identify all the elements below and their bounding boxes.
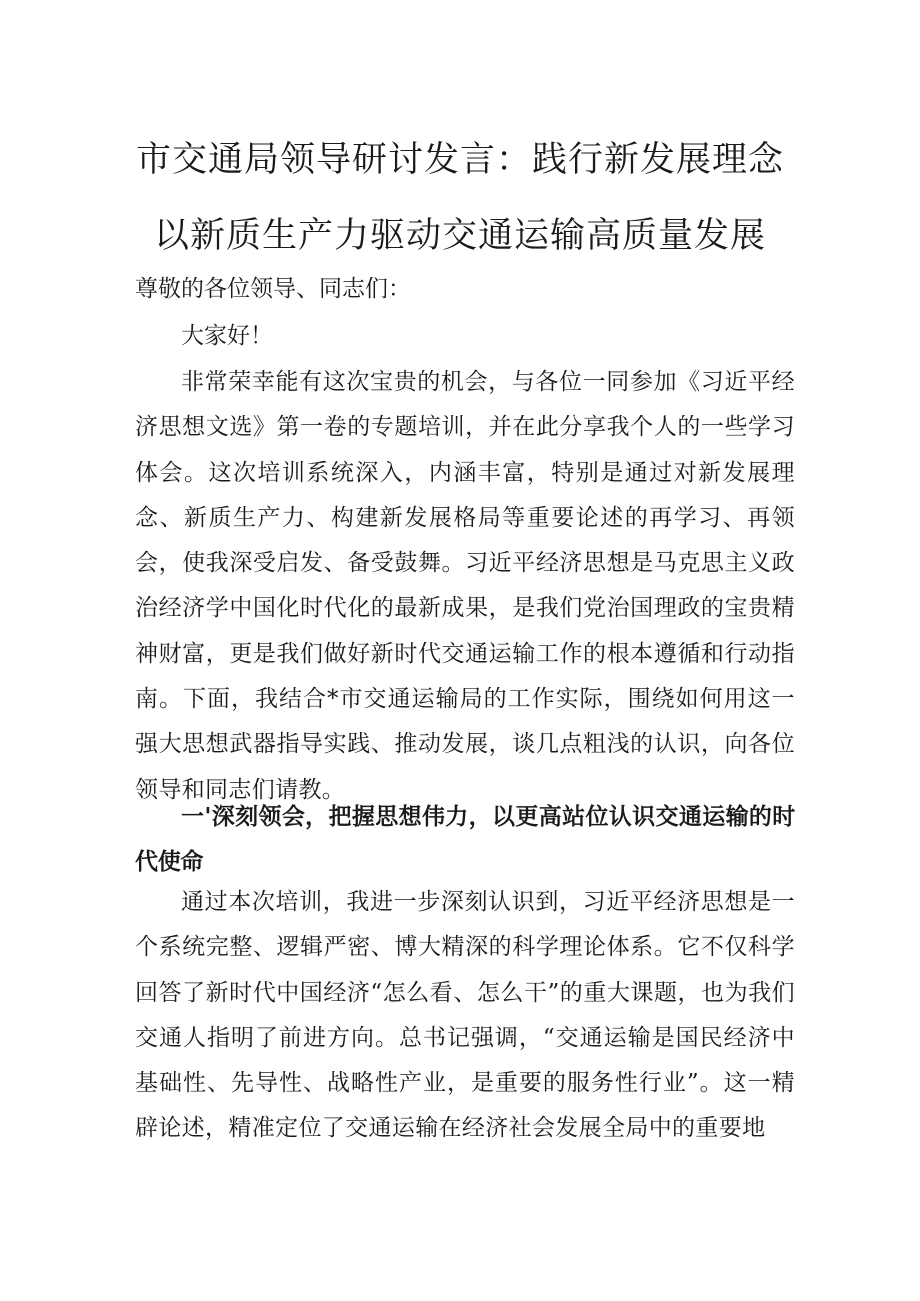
salutation: 尊敬的各位领导、同志们： — [135, 276, 411, 302]
opening-paragraph: 非常荣幸能有这次宝贵的机会，与各位一同参加《习近平经济思想文选》第一卷的专题培训，并在此分享我个人的一些学习体会。这次培训系统深入，内涵丰富，特别是通过对新发展理念、新质生产力、构建新发展格局等重要论述的再学习、再领会，使我深受启发、备受鼓舞。习近平经济思想是马克思主义政治经济学中国化时代化的最新成果，是我们党治国理政的宝贵精神财富，更是我们做好新时代交通运输工作的根本遵循和行动指南。下面，我结合*市交通运输局的工作实际，围绕如何用这一强大思想武器指导实践、推动发展，谈几点粗浅的认识，向各位领导和同志们请教。 — [135, 369, 795, 803]
document-title-line-2: 以新质生产力驱动交通运输高质量发展 — [153, 216, 766, 256]
document-title-line-1: 市交通局领导研讨发言：践行新发展理念 — [135, 140, 784, 180]
section-1-paragraph: 通过本次培训，我进一步深刻认识到，习近平经济思想是一个系统完整、逻辑严密、博大精深的科学理论体系。它不仅科学回答了新时代中国经济“怎么看、怎么干”的重大课题，也为我们交通人指明了前进方向。总书记强调，“交通运输是国民经济中基础性、先导性、战略性产业，是重要的服务性行业”。这一精辟论述，精准定位了交通运输在经济社会发展全局中的重要地 — [135, 889, 795, 1142]
section-heading-1: 一'深刻领会，把握思想伟力，以更高站位认识交通运输的时代使命 — [135, 804, 795, 875]
greeting: 大家好！ — [181, 323, 273, 349]
